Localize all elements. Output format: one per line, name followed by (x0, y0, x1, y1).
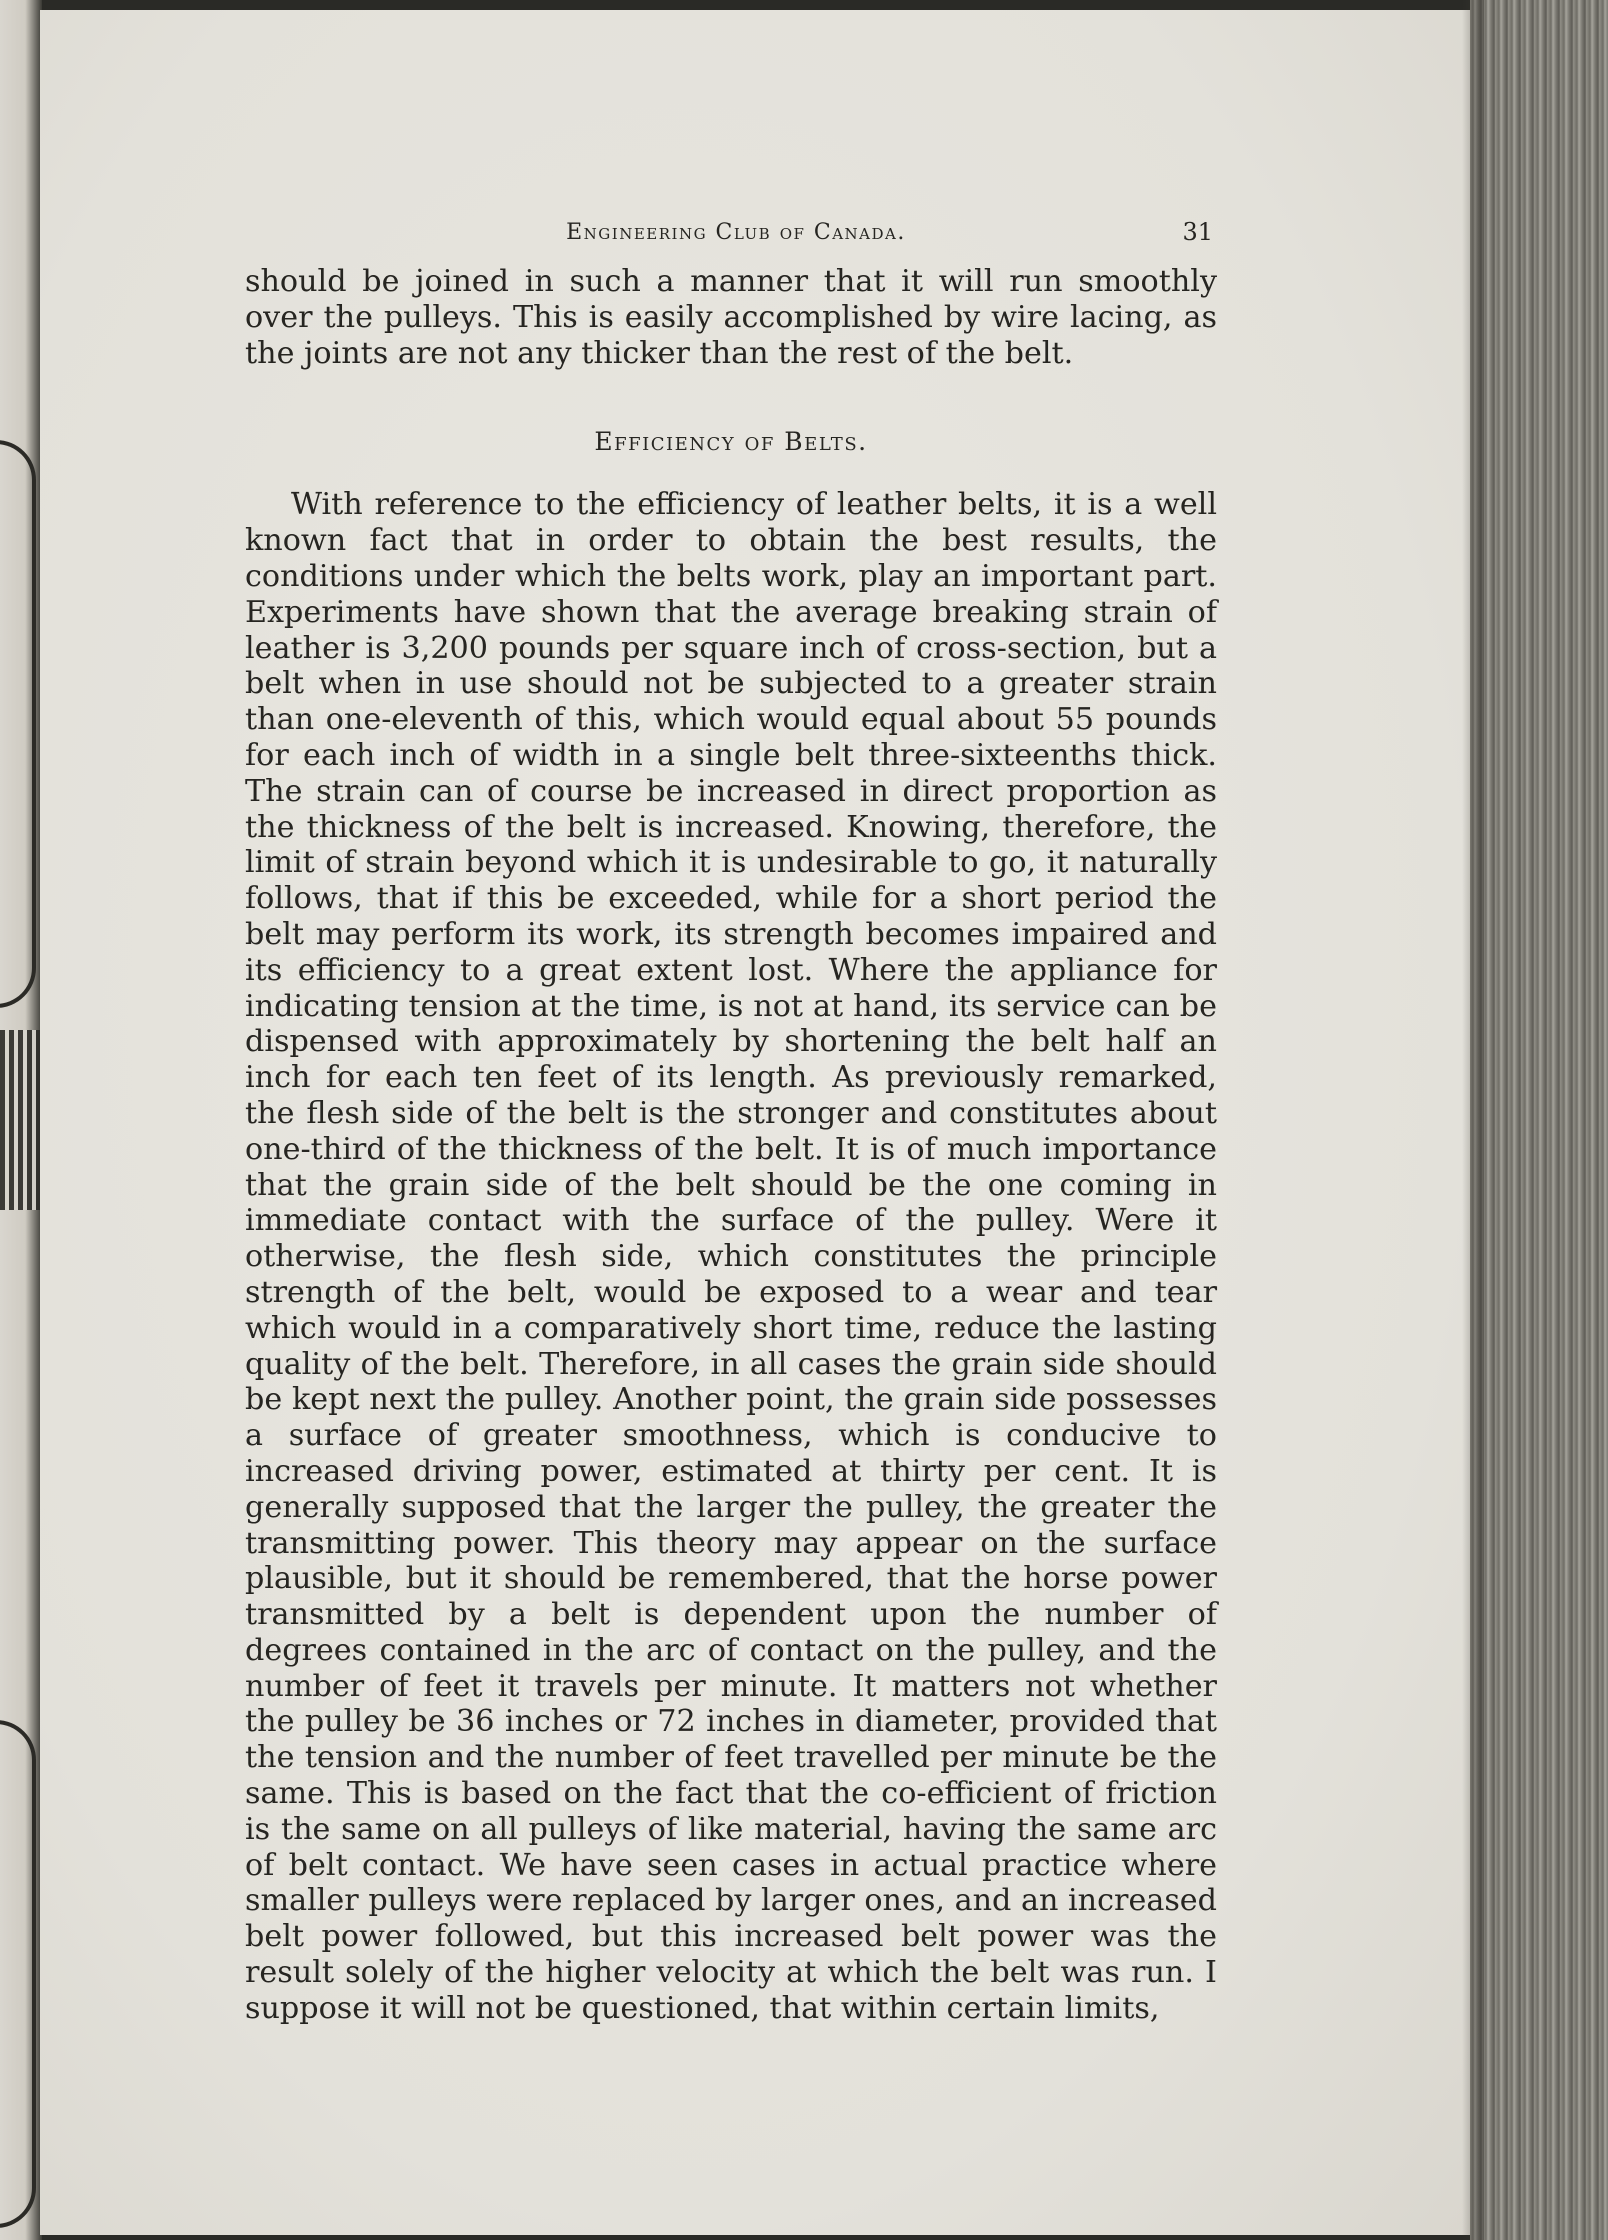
running-head-title: Engineering Club of Canada. (566, 220, 906, 245)
binding-thread-curve-lower (0, 1720, 36, 2228)
section-heading: Efficiency of Belts. (594, 427, 868, 457)
running-head (245, 214, 1217, 264)
page-number: 31 (1182, 218, 1213, 246)
page-edges-stack (1470, 0, 1608, 2240)
binding-thread-curve (0, 440, 36, 1008)
paragraph-efficiency: With reference to the efficiency of leather belts, it is a well known fact that in order to obtain the best results, the conditions under which the belts work, play an important part. Experiments have shown that the average breaking strain of leather is 3,200 pounds per square inch of cross-section, but a belt when in use should not be subjected to a greater strain than one-eleventh of this, which would equal about 55 pounds for each inch of width in a single belt three-sixteenths thick. The strain can of course be increased in direct proportion as the thickness of the belt is increased. Knowing, therefore, the limit of strain beyond which it is undesirable to go, it naturally follows, that if this be exceeded, while for a short period the belt may perform its work, its strength becomes impaired and its efficiency to a great extent lost. Where the appliance for indicating tension at the time, is not at hand, its service can be dispensed with approximately by shortening the belt half an inch for each ten feet of its length. As previously remarked, the flesh side of the belt is the stronger and constitutes about one-third of the thickness of the belt. It is of much importance that the grain side of the belt should be the one coming in immediate contact with the surface of the pulley. Were it otherwise, the flesh side, which constitutes the principle strength of the belt, would be exposed to a wear and tear which would in a comparatively short time, reduce the lasting quality of the belt. Therefore, in all cases the grain side should be kept next the pulley. Another point, the grain side possesses a surface of greater smoothness, which is conducive to increased driving power, estimated at thirty per cent. It is generally supposed that the larger the pulley, the greater the transmitting power. This theory may appear on the surface plausible, but it should be remembered, that the horse power transmitted by a belt is dependent upon the number of degrees contained in the arc of contact on the pulley, and the number of feet it travels per minute. It matters not whether the pulley be 36 inches or 72 inches in diameter, provided that the tension and the number of feet travelled per minute be the same. This is based on the fact that the co-efficient of friction is the same on all pulleys of like material, having the same arc of belt contact. We have seen cases in actual practice where smaller pulleys were replaced by larger ones, and an increased belt power followed, but this increased belt power was the result solely of the higher velocity at which the belt was run. I suppose it will not be questioned, that within certain limits, (245, 487, 1217, 2026)
text-block (245, 214, 1217, 2027)
binding-cords (0, 1030, 42, 1210)
paragraph-continued: should be joined in such a manner that it will run smoothly over the pulleys. This is easily accomplished by wire lacing, as the joints are not any thicker than the rest of the belt. (245, 264, 1217, 371)
book-page (40, 10, 1470, 2235)
page-gutter-shadow (1462, 0, 1484, 2240)
